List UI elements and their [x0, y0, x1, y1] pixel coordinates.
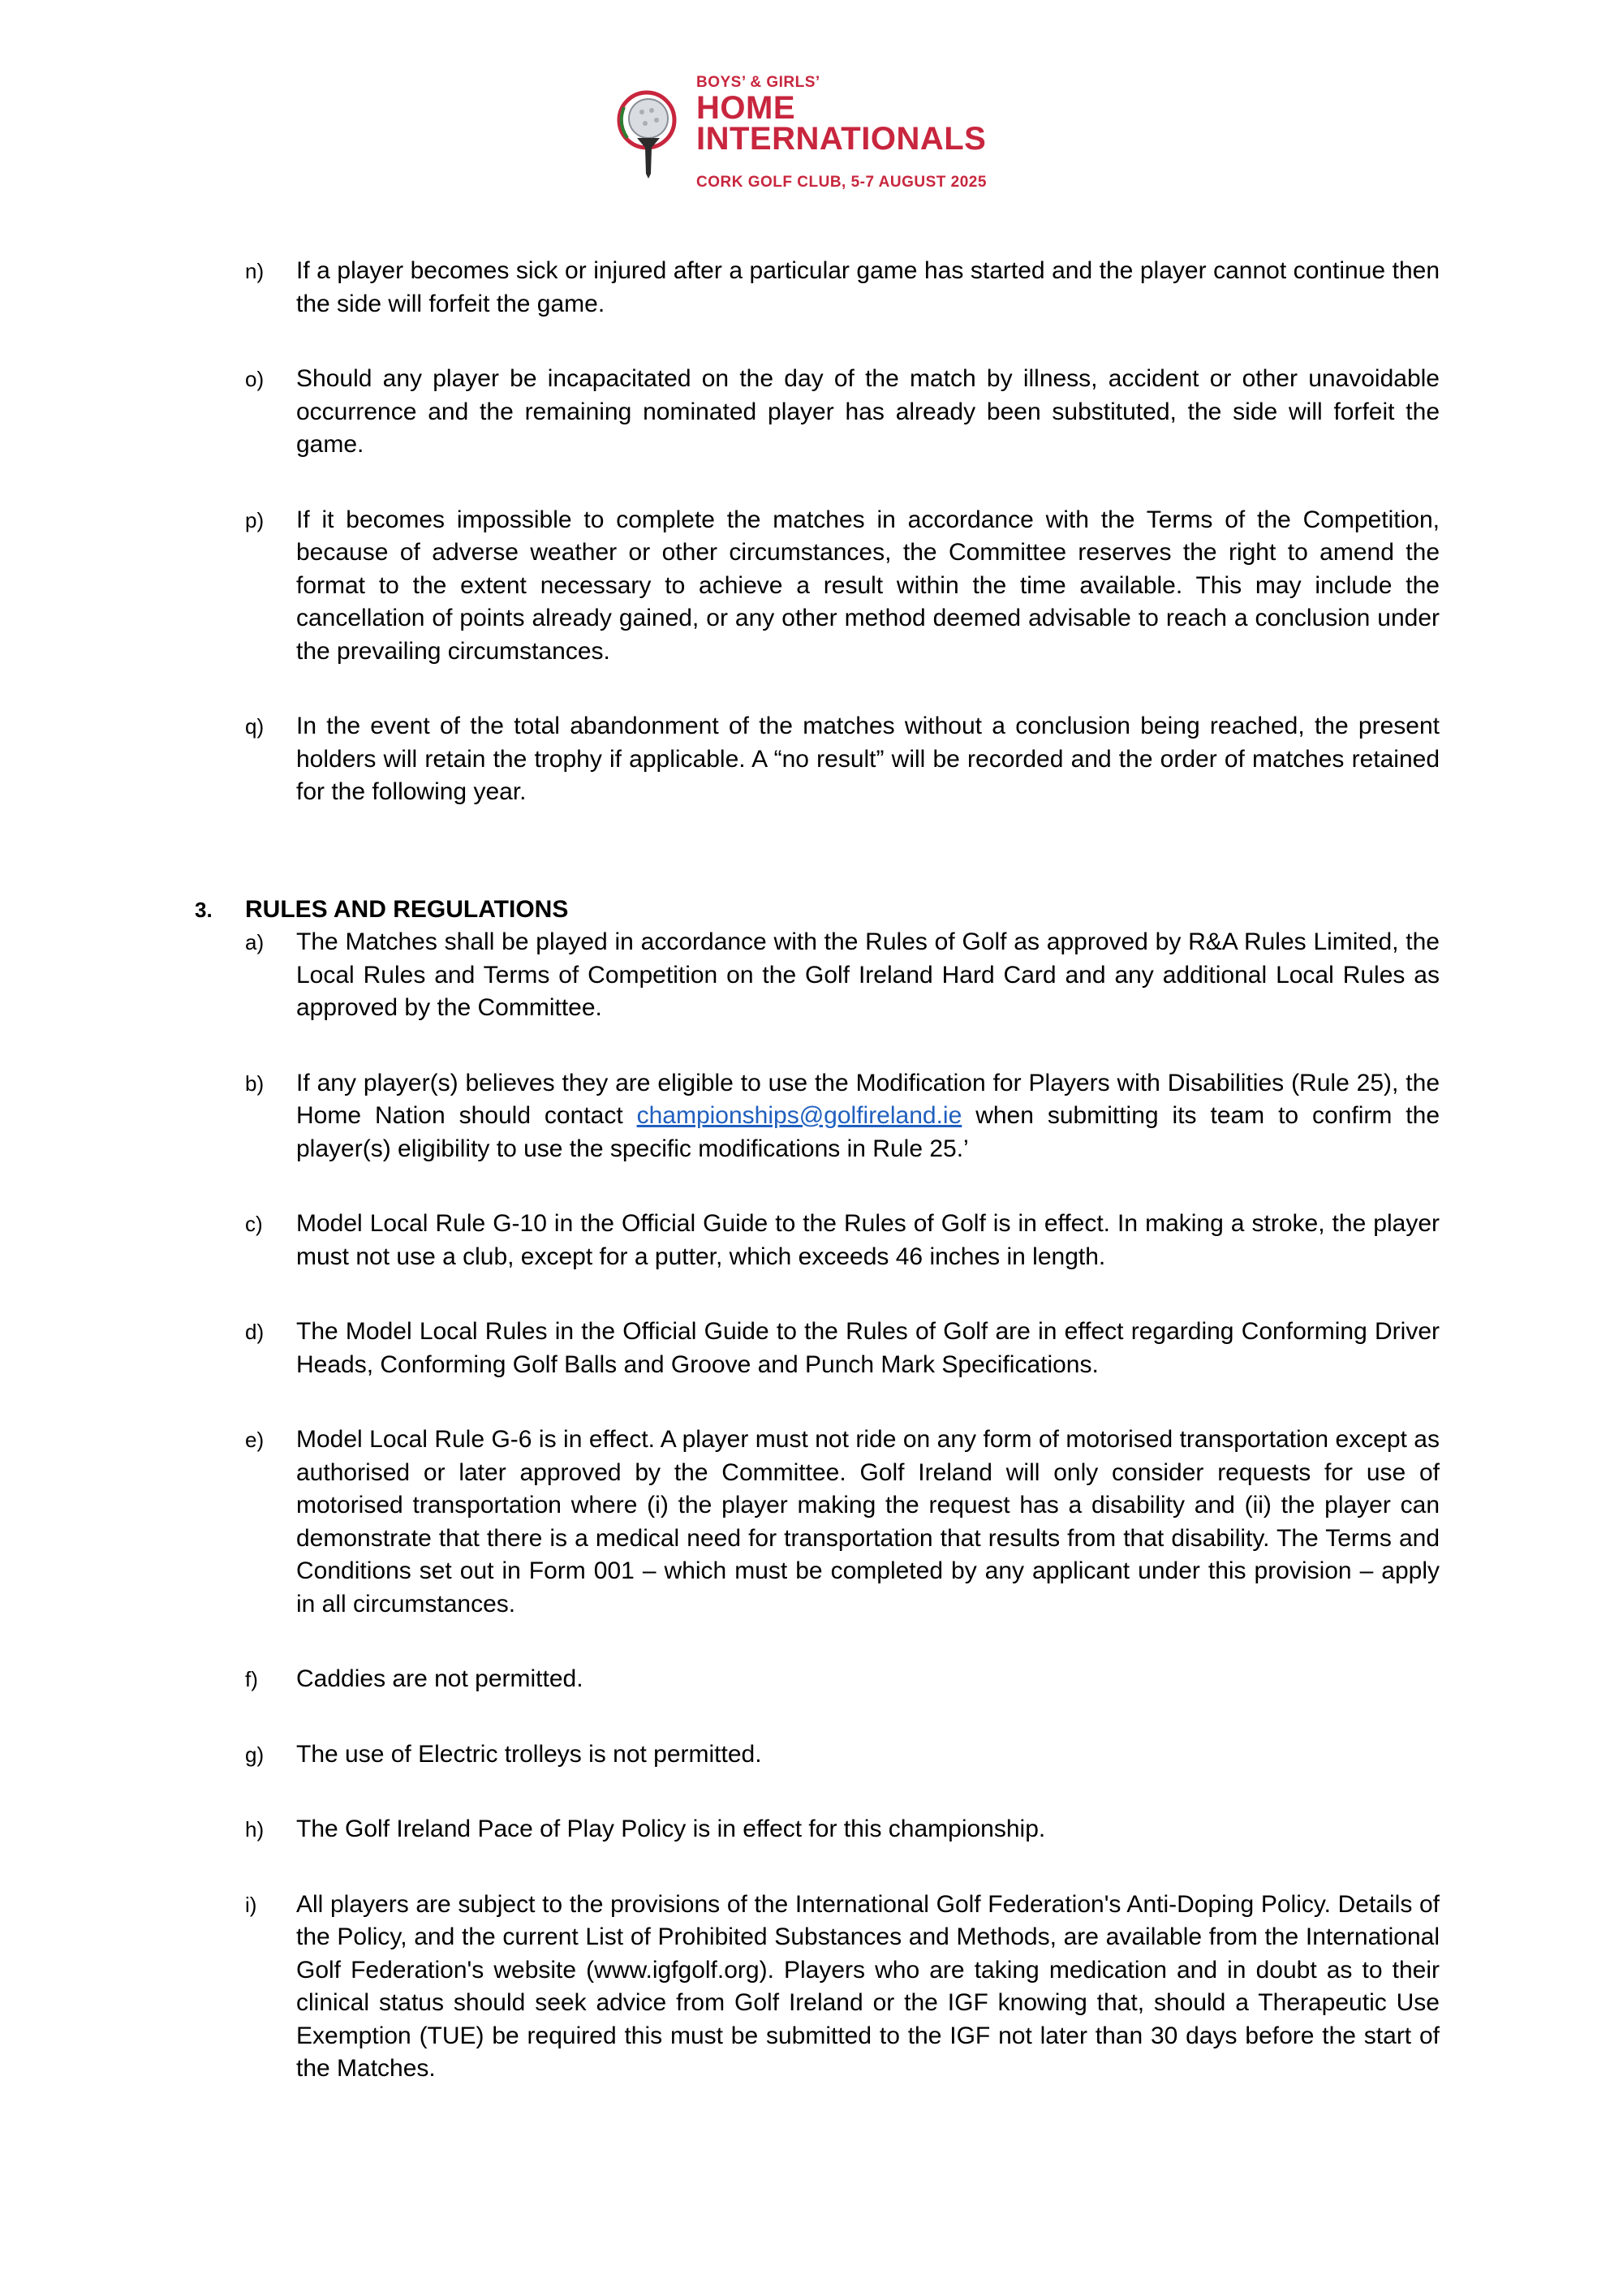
- item-marker: b): [245, 1070, 265, 1096]
- item-marker: q): [245, 714, 265, 739]
- list-item: [195, 255, 1440, 321]
- item-marker: d): [245, 1320, 265, 1344]
- item-text: If it becomes impossible to complete the matches in accordance with the Terms of the Competition, because of adverse weather or other circumstances, the Committee reserves the right to amend the format to the extent necessary to achieve a result within the time available. This may include the cancellation of points already gained, or any other method deemed advisable to reach a conclusion under the prevailing circumstances.: [296, 506, 1440, 665]
- section-heading: [195, 894, 1440, 927]
- section-number: 3.: [195, 897, 213, 922]
- item-marker: c): [245, 1212, 263, 1236]
- item-text: The use of Electric trolleys is not permitted.: [296, 1740, 762, 1768]
- email-link[interactable]: championships@golfireland.ie: [636, 1102, 962, 1129]
- item-marker: n): [245, 259, 265, 283]
- logo-line-boys-girls: BOYS’ & GIRLS’: [696, 74, 820, 91]
- list-item: [195, 710, 1440, 809]
- document-body: [195, 255, 1440, 2086]
- item-text: If a player becomes sick or injured after a particular game has started and the player cannot continue then the side will forfeit the game.: [296, 257, 1440, 317]
- item-marker: g): [245, 1742, 265, 1767]
- item-marker: p): [245, 507, 265, 532]
- golf-ball-tee-icon: [613, 78, 694, 183]
- list-item: [195, 1208, 1440, 1273]
- list-item: [195, 1738, 1440, 1772]
- logo-line-home: HOME: [696, 90, 795, 126]
- item-text: In the event of the total abandonment of the matches without a conclusion being reached, the present holders will retain the trophy if applicable. A “no result” will be recorded and the order of matches retained for the following year.: [296, 713, 1440, 805]
- item-marker: e): [245, 1428, 265, 1452]
- logo-venue-dates: CORK GOLF CLUB, 5-7 AUGUST 2025: [696, 174, 987, 191]
- list-item: [195, 1813, 1440, 1846]
- item-text: Model Local Rule G-10 in the Official Guide to the Rules of Golf is in effect. In making a stroke, the player must not use a club, except for a putter, which exceeds 46 inches in length.: [296, 1210, 1440, 1270]
- list-item: [195, 926, 1440, 1025]
- event-logo: [613, 73, 1067, 195]
- item-text-before-link: If any player(s) believes they are eligible to use the Modification for Players with Disabilities (Rule 25), the Home Nation should contact: [296, 1069, 1440, 1129]
- item-text-after-link: when submitting its team to confirm the player(s) eligibility to use the specific modifications in Rule 25.’: [296, 1102, 1440, 1162]
- list-item: [195, 504, 1440, 669]
- list-item: [195, 1424, 1440, 1621]
- list-item: [195, 1067, 1440, 1166]
- item-marker: i): [245, 1892, 257, 1917]
- list-item: [195, 363, 1440, 462]
- item-text: Model Local Rule G-6 is in effect. A player must not ride on any form of motorised transportation except as authorised or later approved by the Committee. Golf Ireland will only consider requests for use of motorised transportation where (i) the player making the request has a disability and (ii) the player can demonstrate that there is a medical need for transportation that results from that disability. The Terms and Conditions set out in Form 001 – which must be completed by any applicant under this provision – apply in all circumstances.: [296, 1426, 1440, 1618]
- item-marker: a): [245, 930, 265, 954]
- list-item: [195, 1316, 1440, 1381]
- section-title: RULES AND REGULATIONS: [245, 895, 569, 923]
- item-text: All players are subject to the provisions of the International Golf Federation's Anti-Doping Policy. Details of the Policy, and the current List of Prohibited Substances and Methods, are available from the International Golf Federation's website (www.igfgolf.org). Players who are taking medication and in doubt as to their clinical status should seek advice from Golf Ireland or the IGF knowing that, should a Therapeutic Use Exemption (TUE) be required this must be submitted to the IGF not later than 30 days before the start of the Matches.: [296, 1890, 1440, 2082]
- list-item: [195, 1889, 1440, 2086]
- item-text: The Matches shall be played in accordance with the Rules of Golf as approved by R&A Rules Limited, the Local Rules and Terms of Competition on the Golf Ireland Hard Card and any additional Local Rules as approved by the Committee.: [296, 928, 1440, 1021]
- list-item: [195, 1663, 1440, 1696]
- item-text: The Model Local Rules in the Official Guide to the Rules of Golf are in effect regarding Conforming Driver Heads, Conforming Golf Balls and Groove and Punch Mark Specifications.: [296, 1318, 1440, 1378]
- logo-line-internationals: INTERNATIONALS: [696, 121, 987, 157]
- item-marker: h): [245, 1817, 265, 1842]
- item-text: Should any player be incapacitated on the day of the match by illness, accident or other unavoidable occurrence and the remaining nominated player has already been substituted, the side will forfeit the game.: [296, 365, 1440, 458]
- item-text: Caddies are not permitted.: [296, 1665, 583, 1692]
- item-text: The Golf Ireland Pace of Play Policy is in effect for this championship.: [296, 1816, 1046, 1842]
- item-marker: f): [245, 1667, 258, 1691]
- item-marker: o): [245, 367, 265, 391]
